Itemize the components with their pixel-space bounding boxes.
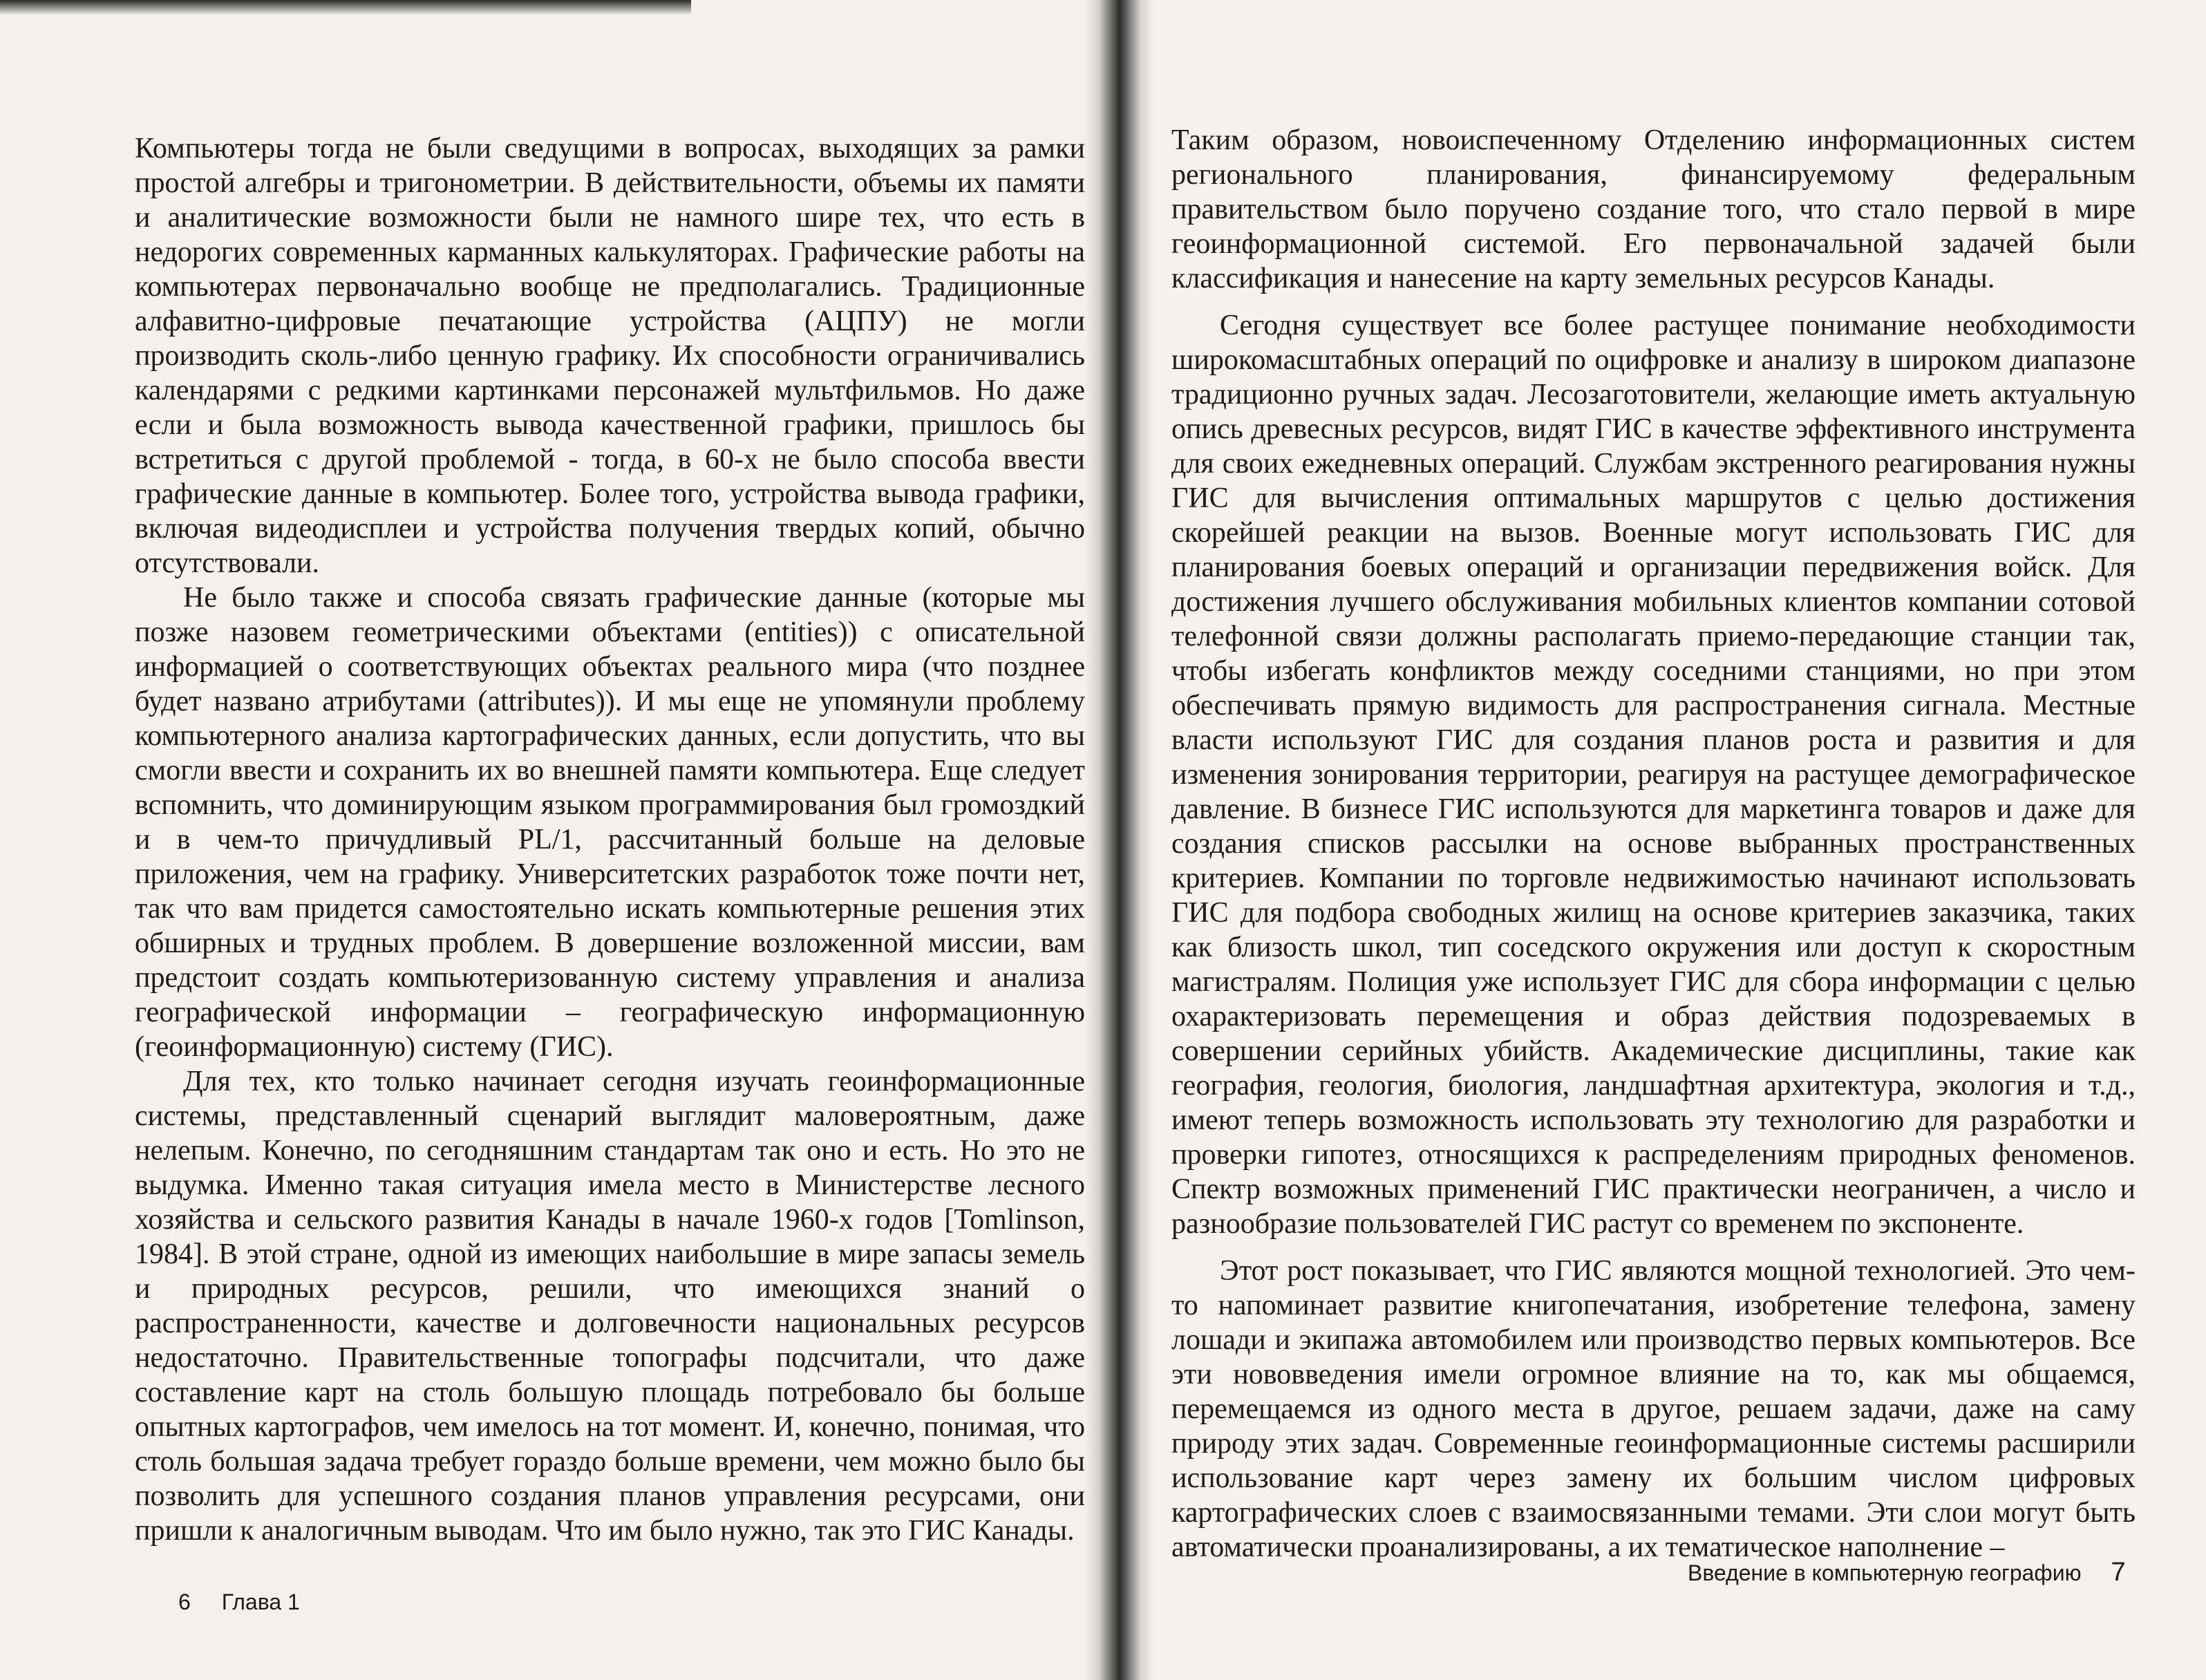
left-page-body xyxy=(135,131,1085,1548)
running-head: Глава 1 xyxy=(221,1589,300,1614)
paragraph: Для тех, кто только начинает сегодня изучать геоинформационные системы, представленный сценарий выглядит маловероятным, даже нелепым. Конечно, по сегодняшним стандартам так оно и есть. Но это не выдумка. Именно такая ситуация имела место в Министерстве лесного хозяйства и сельского развития Канады в начале 1960-х годов [Tomlinson, 1984]. В этой стране, одной из имеющих наибольшие в мире запасы земель и природных ресурсов, решили, что имеющихся знаний о распространенности, качестве и долговечности национальных ресурсов недостаточно. Правительственные топографы подсчитали, что даже составление карт на столь большую площадь потребовало бы больше опытных картографов, чем имелось на тот момент. И, конечно, понимая, что столь большая задача требует гораздо больше времени, чем можно было бы позволить для успешного создания планов управления ресурсами, они пришли к аналогичным выводам. Что им было нужно, так это ГИС Канады. xyxy=(135,1066,1085,1547)
paragraph: Таким образом, новоиспеченному Отделению информационных систем регионального планирования, финансируемому федеральным правительством было поручено создание того, что стало первой в мире геоинформационной системой. Его первоначальной задачей были классификация и нанесение на карту земельных ресурсов Канады. xyxy=(1171,124,2136,294)
paragraph: Сегодня существует все более растущее понимание необходимости широкомасштабных операций по оцифровке и анализу в широком диапазоне традиционно ручных задач. Лесозаготовители, желающие иметь актуальную опись древесных ресурсов, видят ГИС в качестве эффективного инструмента для своих ежедневных операций. Службам экстренного реагирования нужны ГИС для вычисления оптимальных маршрутов с целью достижения скорейшей реакции на вызов. Военные могут использовать ГИС для планирования боевых операций и организации передвижения войск. Для достижения лучшего обслуживания мобильных клиентов компании сотовой телефонной связи должны располагать приемо-передающие станции так, чтобы избегать конфликтов между соседними станциями, но при этом обеспечивать прямую видимость для распространения сигнала. Местные власти используют ГИС для создания планов роста и развития и для изменения зонирования территории, реагируя на растущее демографическое давление. В бизнесе ГИС используются для маркетинга товаров и даже для создания списков рассылки на основе выбранных пространственных критериев. Компании по торговле недвижимостью начинают использовать ГИС для подбора свободных жилищ на основе критериев заказчика, таких как близость школ, тип соседского окружения или доступ к скоростным магистралям. Полиция уже использует ГИС для сбора информации с целью охарактеризовать перемещения и образ действия подозреваемых в совершении серийных убийств. Академические дисциплины, такие как география, геология, биология, ландшафтная архитектура, экология и т.д., имеют теперь возможность использовать эту технологию для разработки и проверки гипотез, относящихся к распределениям природных феноменов. Спектр возможных применений ГИС практически неограничен, а число и разнообразие пользователей ГИС растут со временем по экспоненте. xyxy=(1171,310,2136,1240)
right-page xyxy=(1116,0,2206,1680)
scan-top-shadow xyxy=(0,0,691,15)
book-gutter xyxy=(1085,0,1154,1680)
page-number: 7 xyxy=(2111,1558,2126,1587)
right-page-body xyxy=(1171,123,2136,1565)
page-number: 6 xyxy=(178,1589,191,1614)
left-page-footer xyxy=(178,1589,300,1615)
paragraph: Компьютеры тогда не были сведущими в вопросах, выходящих за рамки простой алгебры и тригонометрии. В действительности, объемы их памяти и аналитические возможности были не намного шире тех, что есть в недорогих современных карманных калькуляторах. Графические работы на компьютерах первоначально вообще не предполагались. Традиционные алфавитно-цифровые печатающие устройства (АЦПУ) не могли производить сколь-либо ценную графику. Их способности ограничивались календарями с редкими картинками персонажей мультфильмов. Но даже если и была возможность вывода качественной графики, пришлось бы встретиться с другой проблемой - тогда, в 60-х не было способа ввести графические данные в компьютер. Более того, устройства вывода графики, включая видеодисплеи и устройства получения твердых копий, обычно отсутствовали. xyxy=(135,133,1085,579)
right-page-footer xyxy=(1688,1558,2126,1587)
paragraph: Этот рост показывает, что ГИС являются мощной технологией. Это чем-то напоминает развитие книгопечатания, изобретение телефона, замену лошади и экипажа автомобилем или производство первых компьютеров. Все эти нововведения имели огромное влияние на то, как мы общаемся, перемещаемся из одного места в другое, решаем задачи, даже на саму природу этих задач. Современные геоинформационные системы расширили использование карт через замену их большим числом цифровых картографических слоев с взаимосвязанными темами. Эти слои могут быть автоматически проанализированы, а их тематическое наполнение – xyxy=(1171,1255,2136,1563)
paragraph: Не было также и способа связать графические данные (которые мы позже назовем геометрическими объектами (entities)) с описательной информацией о соответствующих объектах реального мира (что позднее будет названо атрибутами (attributes)). И мы еще не упомянули проблему компьютерного анализа картографических данных, если допустить, что вы смогли ввести и сохранить их во внешней памяти компьютера. Еще следует вспомнить, что доминирующим языком программирования был громоздкий и в чем-то причудливый PL/1, рассчитанный больше на деловые приложения, чем на графику. Университетских разработок тоже почти нет, так что вам придется самостоятельно искать компьютерные решения этих обширных и трудных проблем. В довершение возложенной миссии, вам предстоит создать компьютеризованную систему управления и анализа географической информации – географическую информационную (геоинформационную) систему (ГИС). xyxy=(135,582,1085,1063)
running-head: Введение в компьютерную географию xyxy=(1688,1560,2082,1585)
